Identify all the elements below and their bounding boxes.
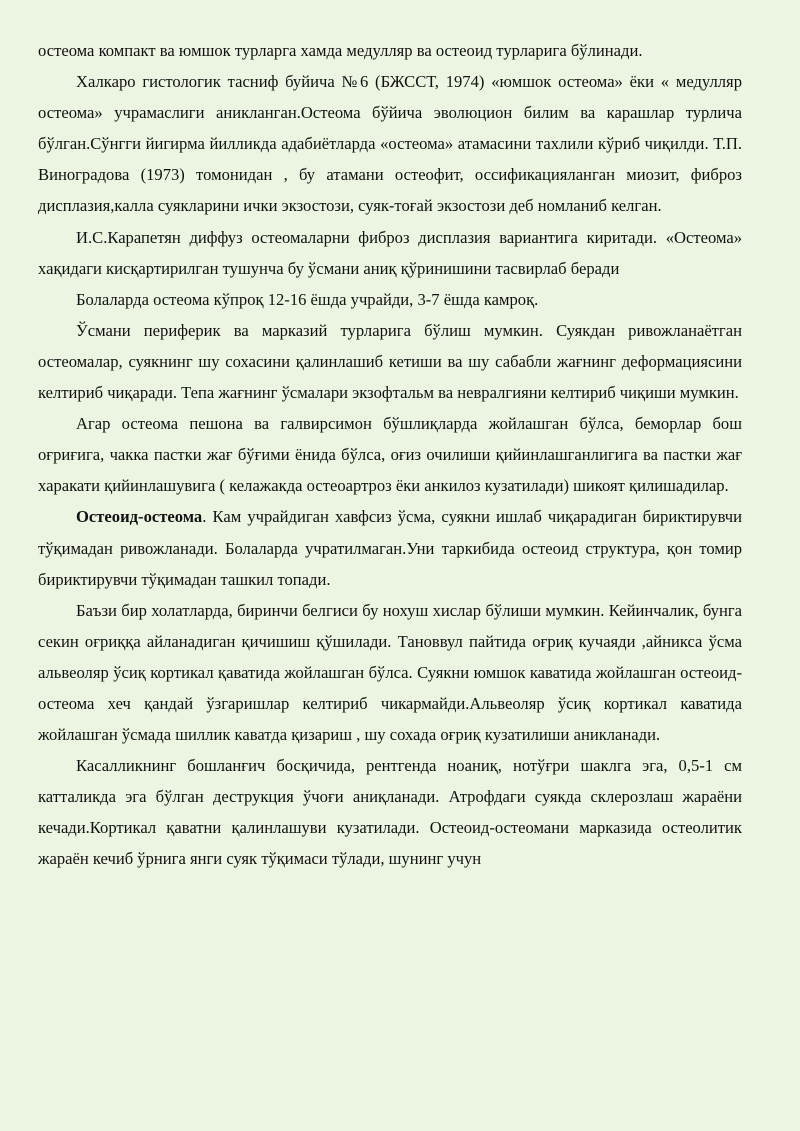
paragraph-karapetyan [38, 222, 742, 284]
paragraph-text: Агар остеома пешона ва галвирсимон бўшлиқларда жойлашган бўлса, беморлар бош оғриғига, чакка пастки жағ бўғими ёнида бўлса, оғиз очилиши қийинлашганлигига ва пастки жағ харакати қийинлашувига ( келажакда остеоартроз ёки анкилоз кузатилади) шикоят қилишадилар. [38, 414, 742, 496]
paragraph-osteoid-osteoma [38, 501, 742, 594]
document-page [38, 35, 742, 875]
paragraph-text: остеома компакт ва юмшок турларга хамда медулляр ва остеоид турларига бўлинади. [38, 41, 643, 60]
paragraph-text: Ўсмани периферик ва марказий турларига бўлиш мумкин. Суякдан ривожланаётган остеомалар, суякнинг шу сохасини қалинлашиб кетиши ва шу сабабли жағнинг деформациясини келтириб чиқаради. Тепа жағнинг ўсмалари экзофтальм ва невралгияни келтириб чиқиши мумкин. [38, 320, 742, 403]
paragraph-text: Болаларда остеома кўпроқ 12-16 ёшда учрайди, 3-7 ёшда камроқ. [76, 289, 539, 309]
paragraph-text: И.С.Карапетян диффуз остеомаларни фиброз дисплазия вариантига киритади. «Остеома» хақидаги кисқартирилган тушунча бу ўсмани аниқ қўринишини тасвирлаб беради [38, 227, 742, 278]
paragraph-continuation [38, 35, 742, 66]
section-term: Остеоид-остеома [76, 507, 203, 527]
paragraph-radiology [38, 750, 742, 874]
paragraph-types [38, 315, 742, 408]
paragraph-text: Баъзи бир холатларда, биринчи белгиси бу нохуш хислар бўлиши мумкин. Кейинчалик, бунга секин оғриққа айланадиган қичишиш қўшилади. Тановвул пайтида оғриқ кучаяди ,айникса ўсма альвеоляр ўсиқ кортикал қаватида жойлашган бўлса. Суякни юмшок каватида жойлашган остеоид-остеома хеч қандай ўзгаришлар келтириб чикармайди.Альвеоляр ўсиқ кортикал каватида жойлашган ўсмада шиллик каватда қизариш , шу сохада оғриқ кузатилиши аникланади. [38, 600, 742, 745]
paragraph-text: Халкаро гистологик тасниф буйича №6 (БЖССТ, 1974) «юмшок остеома» ёки « медулляр остеома» учрамаслиги аникланган.Остеома бўйича эволюцион билим ва карашлар турлича бўлган.Сўнгги йигирма йилликда адабиётларда «остеома» атамасини тахлили кўриб чиқилди. Т.П. Виноградова (1973) томонидан , бу атамани остеофит, оссификацияланган миозит, фиброз дисплазия,калла суякларини ички экзостози, суяк-тоғай экзостози деб номланиб келган. [38, 72, 742, 216]
paragraph-classification [38, 66, 742, 221]
paragraph-symptoms [38, 408, 742, 501]
paragraph-text: Касалликнинг бошланғич босқичида, рентгенда ноаниқ, нотўғри шаклга эга, 0,5-1 см катталикда эга бўлган деструкция ўчоғи аниқланади. Атрофдаги суякда склерозлаш жараёни кечади.Кортикал қаватни қалинлашуви кузатилади. Остеоид-остеомани марказида остеолитик жараён кечиб ўрнига янги суяк тўқимаси тўлади, шунинг учун [38, 756, 742, 869]
paragraph-age [38, 284, 742, 315]
paragraph-text: . Кам учрайдиган хавфсиз ўсма, суякни ишлаб чиқарадиган бириктирувчи тўқимадан ривожланади. Болаларда учратилмаган.Уни таркибида остеоид структура, қон томир бириктирувчи тўқимадан ташкил топади. [38, 507, 742, 589]
paragraph-clinical-signs [38, 595, 742, 750]
